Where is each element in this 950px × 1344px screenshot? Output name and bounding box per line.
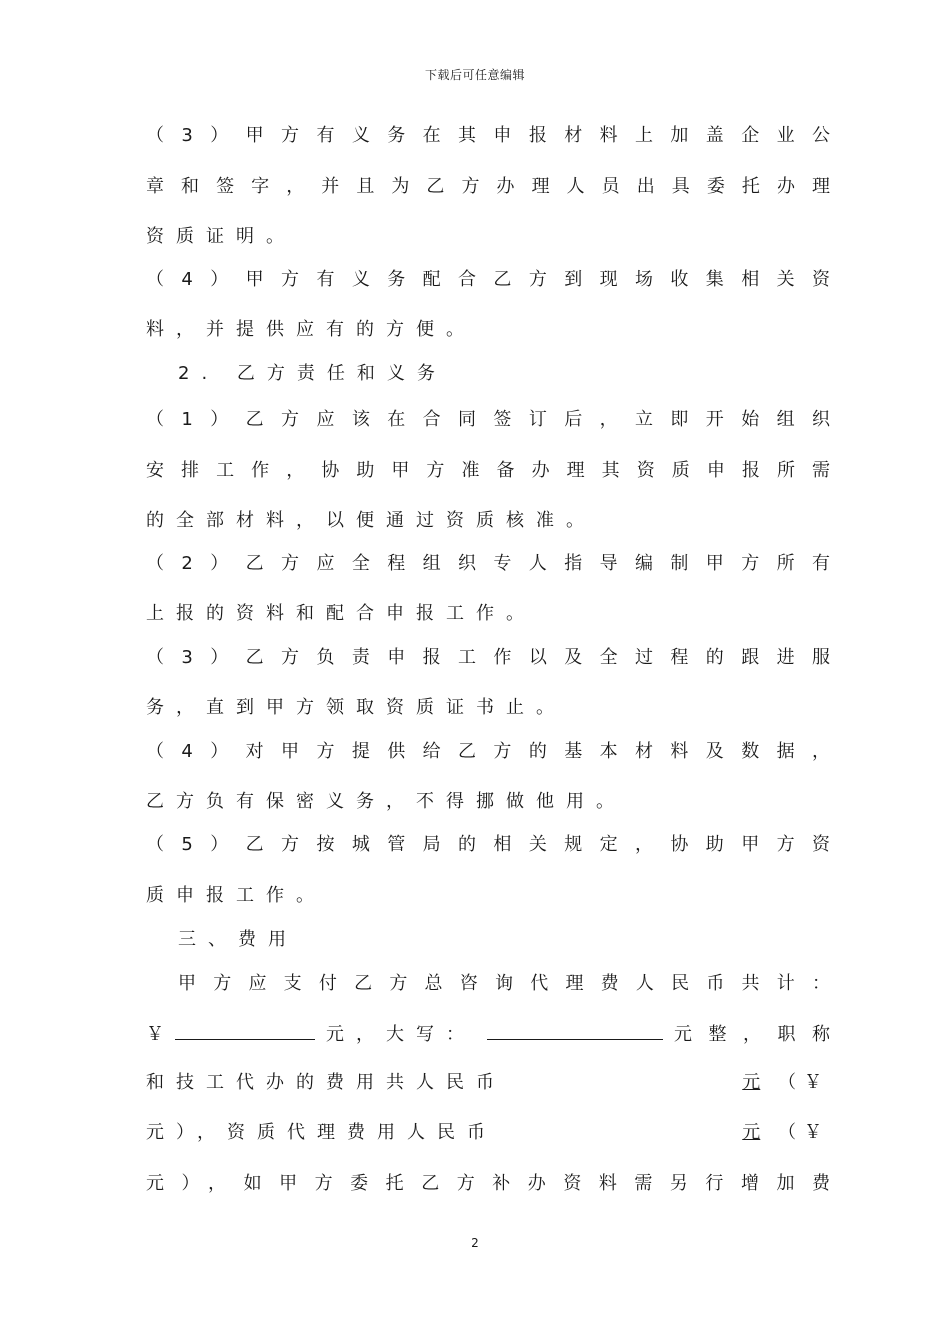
text-line: 章和签字，并且为乙方办理人员出具委托办理 [146, 176, 830, 197]
fee-text: 元整，职称 [674, 1024, 830, 1045]
fee-text: 和技工代办的费用共人民币 [146, 1072, 506, 1093]
text-line: 甲方应支付乙方总咨询代理费人民币共计： [178, 973, 830, 994]
page-number: 2 [471, 1236, 479, 1250]
fee-text: （￥ [778, 1072, 830, 1093]
text-line: （4）对甲方提供给乙方的基本材料及数据， [146, 741, 830, 762]
fee-text: （￥ [778, 1122, 830, 1143]
page-header: 下载后可任意编辑 [424, 68, 525, 82]
fee-line [146, 1121, 830, 1145]
text-line: （3）乙方负责申报工作以及全过程的跟进服 [146, 647, 830, 668]
text-line: 料，并提供应有的方便。 [146, 319, 476, 340]
text-line: （5）乙方按城管局的相关规定，协助甲方资 [146, 834, 830, 855]
text-line: 上报的资料和配合申报工作。 [146, 603, 536, 624]
fee-unit: 元 [742, 1122, 761, 1143]
yen-symbol: ￥ [146, 1024, 164, 1045]
text-line: （4）甲方有义务配合乙方到现场收集相关资 [146, 269, 830, 290]
fee-text: 元），资质代理费用人民币 [146, 1122, 497, 1143]
text-line: （2）乙方应全程组织专人指导编制甲方所有 [146, 553, 830, 574]
text-line: 安排工作，协助甲方准备办理其资质申报所需 [146, 460, 830, 481]
text-line: 的全部材料，以便通过资质核准。 [146, 510, 596, 531]
section-heading: 三、费用 [178, 929, 298, 950]
text-line: 务，直到甲方领取资质证书止。 [146, 697, 566, 718]
fee-text: 元，大写： [326, 1024, 476, 1045]
fee-amount-line [146, 1021, 830, 1047]
fee-line [146, 1071, 830, 1095]
section-heading: 2. 乙方责任和义务 [178, 363, 447, 384]
text-line: 资质证明。 [146, 226, 296, 247]
text-line: 元），如甲方委托乙方补办资料需另行增加费 [146, 1173, 830, 1194]
fee-unit: 元 [742, 1072, 761, 1093]
text-line: （1）乙方应该在合同签订后，立即开始组织 [146, 409, 830, 430]
amount-words-blank [487, 1021, 663, 1040]
text-line: 质申报工作。 [146, 885, 326, 906]
amount-blank [175, 1021, 315, 1040]
text-line: 乙方负有保密义务，不得挪做他用。 [146, 791, 626, 812]
text-line: （3）甲方有义务在其申报材料上加盖企业公 [146, 125, 830, 146]
